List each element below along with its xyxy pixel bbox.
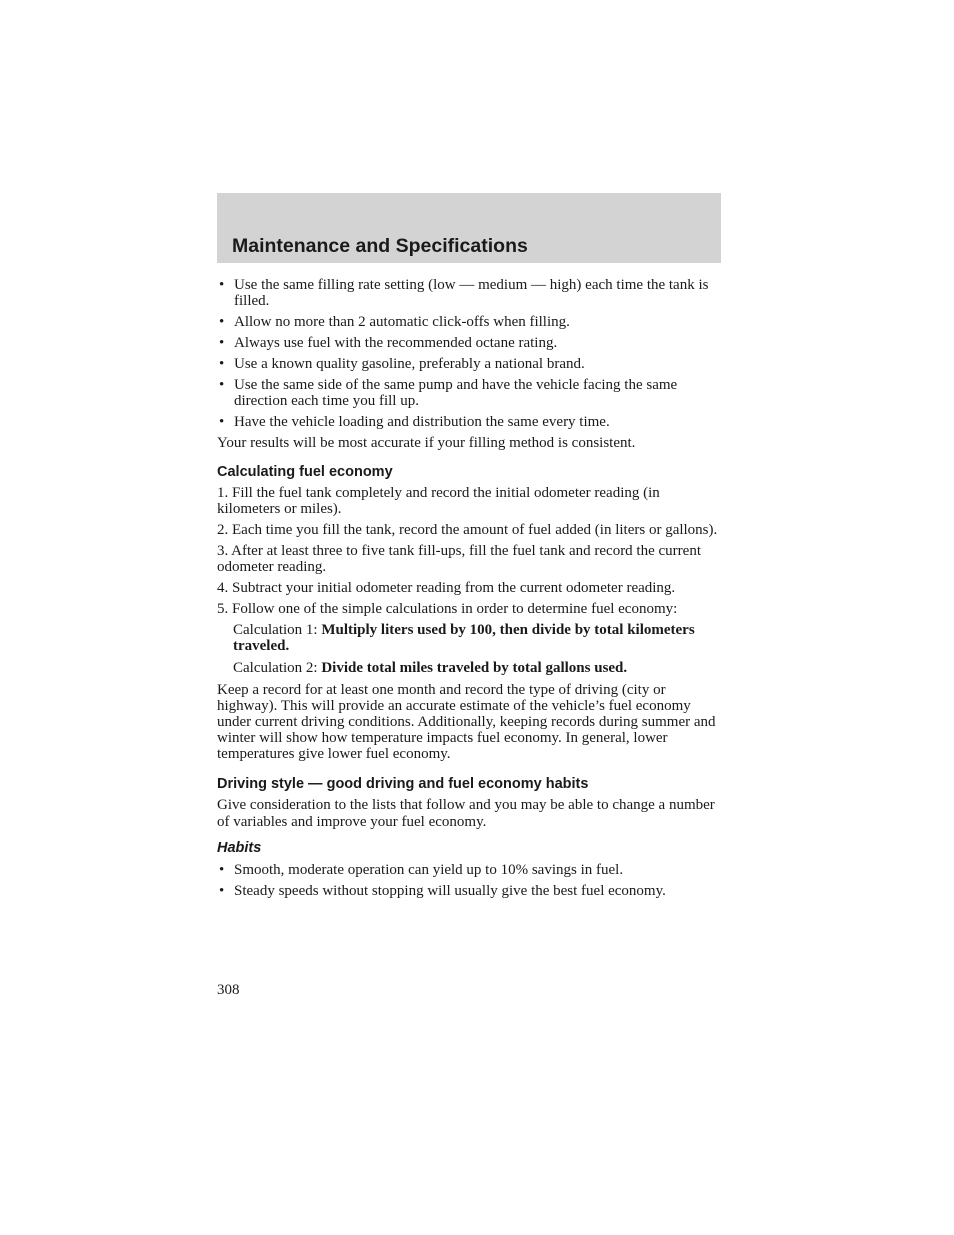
calculation-1-text: Multiply liters used by 100, then divide by total kilometers traveled. bbox=[233, 622, 695, 654]
calculating-heading: Calculating fuel economy bbox=[217, 464, 393, 480]
record-paragraph: Keep a record for at least one month and record the type of driving (city or highway). This will provide an accurate estimate of the vehicle’s fuel economy under current driving conditions. Additionally, keeping records during summer and winter will show how temperature impacts fuel economy. In general, lower temperatures give lower fuel economy. bbox=[217, 682, 716, 762]
section-title: Maintenance and Specifications bbox=[232, 235, 528, 257]
list-item: • Steady speeds without stopping will usually give the best fuel economy. bbox=[217, 883, 723, 899]
step-item: 3. After at least three to five tank fill-ups, fill the fuel tank and record the current odometer reading. bbox=[217, 543, 701, 575]
list-item: • Use the same side of the same pump and have the vehicle facing the same direction each time you fill up. bbox=[217, 377, 723, 409]
list-item: • Always use fuel with the recommended octane rating. bbox=[217, 335, 723, 351]
calculation-1-label: Calculation 1: bbox=[233, 622, 322, 638]
list-item: • Smooth, moderate operation can yield up to 10% savings in fuel. bbox=[217, 862, 723, 878]
driving-intro: Give consideration to the lists that follow and you may be able to change a number of variables and improve your fuel economy. bbox=[217, 797, 715, 830]
calculation-1 bbox=[217, 622, 723, 654]
page-content bbox=[217, 277, 723, 904]
fill-tips-list bbox=[217, 277, 723, 430]
step-item: 1. Fill the fuel tank completely and record the initial odometer reading (in kilometers or miles). bbox=[217, 485, 660, 517]
calculation-2 bbox=[217, 660, 723, 676]
consistency-note: Your results will be most accurate if your filling method is consistent. bbox=[217, 435, 636, 451]
step-item: 4. Subtract your initial odometer reading from the current odometer reading. bbox=[217, 580, 676, 596]
page-number: 308 bbox=[217, 982, 240, 998]
list-item: • Have the vehicle loading and distribution the same every time. bbox=[217, 414, 723, 430]
habits-heading: Habits bbox=[217, 840, 262, 856]
calculation-steps-list bbox=[217, 485, 723, 617]
step-item: 5. Follow one of the simple calculations in order to determine fuel economy: bbox=[217, 601, 678, 617]
habits-list bbox=[217, 862, 723, 899]
list-item: • Use the same filling rate setting (low — medium — high) each time the tank is filled. bbox=[217, 277, 723, 309]
list-item: • Use a known quality gasoline, preferably a national brand. bbox=[217, 356, 723, 372]
calculation-2-label: Calculation 2: bbox=[233, 660, 322, 676]
driving-style-heading: Driving style — good driving and fuel economy habits bbox=[217, 776, 589, 792]
section-header-bar bbox=[217, 193, 721, 263]
step-item: 2. Each time you fill the tank, record the amount of fuel added (in liters or gallons). bbox=[217, 522, 718, 538]
calculation-2-text: Divide total miles traveled by total gallons used. bbox=[321, 660, 628, 676]
list-item: • Allow no more than 2 automatic click-offs when filling. bbox=[217, 314, 723, 330]
